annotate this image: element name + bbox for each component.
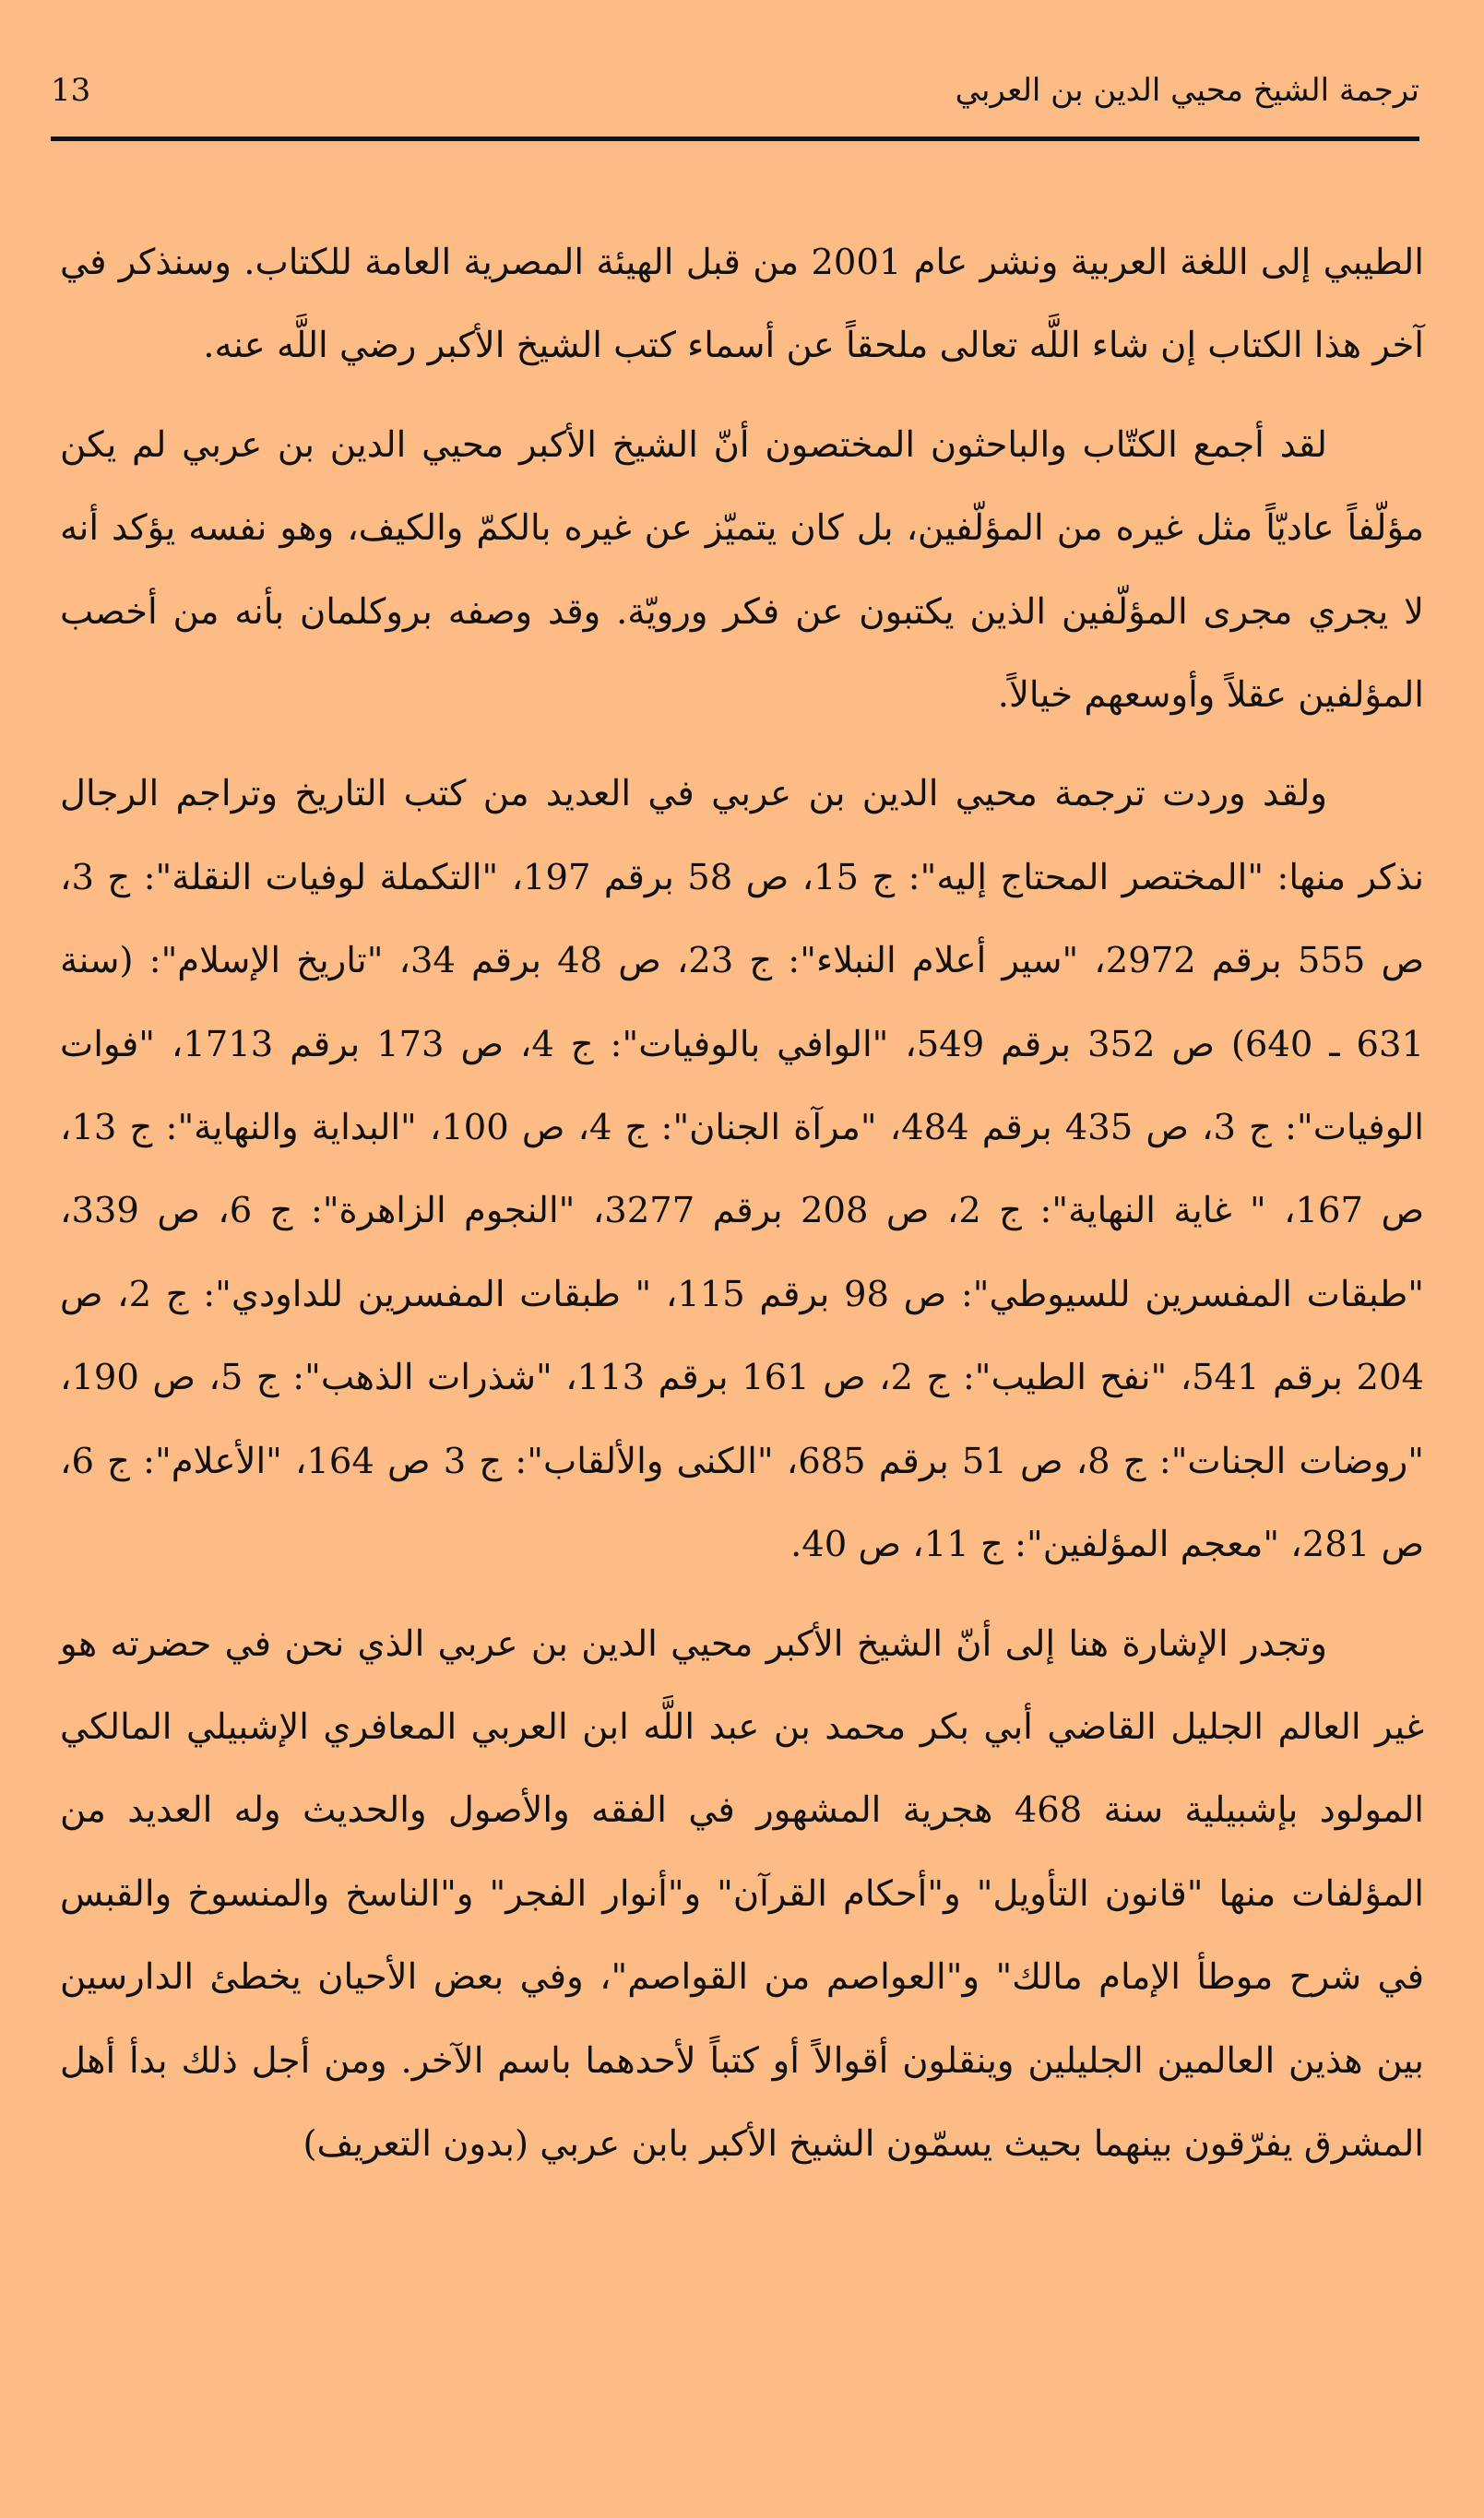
paragraph-authorship: لقد أجمع الكتّاب والباحثون المختصون أنّ الشيخ الأكبر محيي الدين بن عربي لم يكن مؤلّفاً عاديّاً مثل غيره من المؤلّفين، بل كان يتميّز عن غيره بالكمّ والكيف، وهو نفسه يؤكد أنه لا يجري مجرى المؤلّفين الذين يكتبون عن فكر ورويّة. وقد وصفه بروكلمان بأنه من أخصب المؤلفين عقلاً وأوسعهم خيالاً. xyxy=(60,423,1424,717)
body-text xyxy=(60,221,1424,2186)
page-number: 13 xyxy=(51,72,91,109)
running-header xyxy=(51,63,1419,118)
paragraph-continuation: الطيبي إلى اللغة العربية ونشر عام 2001 من قبل الهيئة المصرية العامة للكتاب. وسنذكر في آخر هذا الكتاب إن شاء اللَّه تعالى ملحقاً عن أسماء كتب الشيخ الأكبر رضي اللَّه عنه. xyxy=(60,242,1424,367)
paragraph-biography-sources: ولقد وردت ترجمة محيي الدين بن عربي في العديد من كتب التاريخ وتراجم الرجال نذكر منها: "المختصر المحتاج إليه": ج 15، ص 58 برقم 197، "التكملة لوفيات النقلة": ج 3، ص 555 برقم 2972، "سير أعلام النبلاء": ج 23، ص 48 برقم 34، "تاريخ الإسلام": (سنة 631 ـ 640) ص 352 برقم 549، "الوافي بالوفيات": ج 4، ص 173 برقم 1713، "فوات الوفيات": ج 3، ص 435 برقم 484، "مرآة الجنان": ج 4، ص 100، "البداية والنهاية": ج 13، ص 167، " غاية النهاية": ج 2، ص 208 برقم 3277، "النجوم الزاهرة": ج 6، ص 339، "طبقات المفسرين للسيوطي": ص 98 برقم 115، " طبقات المفسرين للداودي": ج 2، ص 204 برقم 541، "نفح الطيب": ج 2، ص 161 برقم 113، "شذرات الذهب": ج 5، ص 190، "روضات الجنات": ج 8، ص 51 برقم 685، "الكنى والألقاب": ج 3 ص 164، "الأعلام": ج 6، ص 281، "معجم المؤلفين": ج 11، ص 40. xyxy=(60,773,1425,1566)
paragraph-name-distinction: وتجدر الإشارة هنا إلى أنّ الشيخ الأكبر محيي الدين بن عربي الذي نحن في حضرته هو غير العالم الجليل القاضي أبي بكر محمد بن عبد اللَّه ابن العربي المعافري الإشبيلي المالكي المولود بإشبيلية سنة 468 هجرية المشهور في الفقه والأصول والحديث وله العديد من المؤلفات منها "قانون التأويل" و"أحكام القرآن" و"أنوار الفجر" و"الناسخ والمنسوخ والقبس في شرح موطأ الإمام مالك" و"العواصم من القواصم"، وفي بعض الأحيان يخطئ الدارسين بين هذين العالمين الجليلين وينقلون أقوالاً أو كتباً لأحدهما باسم الآخر. ومن أجل ذلك بدأ أهل المشرق يفرّقون بينهما بحيث يسمّون الشيخ الأكبر بابن عربي (بدون التعريف) xyxy=(60,1622,1425,2165)
header-title: ترجمة الشيخ محيي الدين بن العربي xyxy=(955,72,1419,109)
header-divider xyxy=(51,137,1419,141)
